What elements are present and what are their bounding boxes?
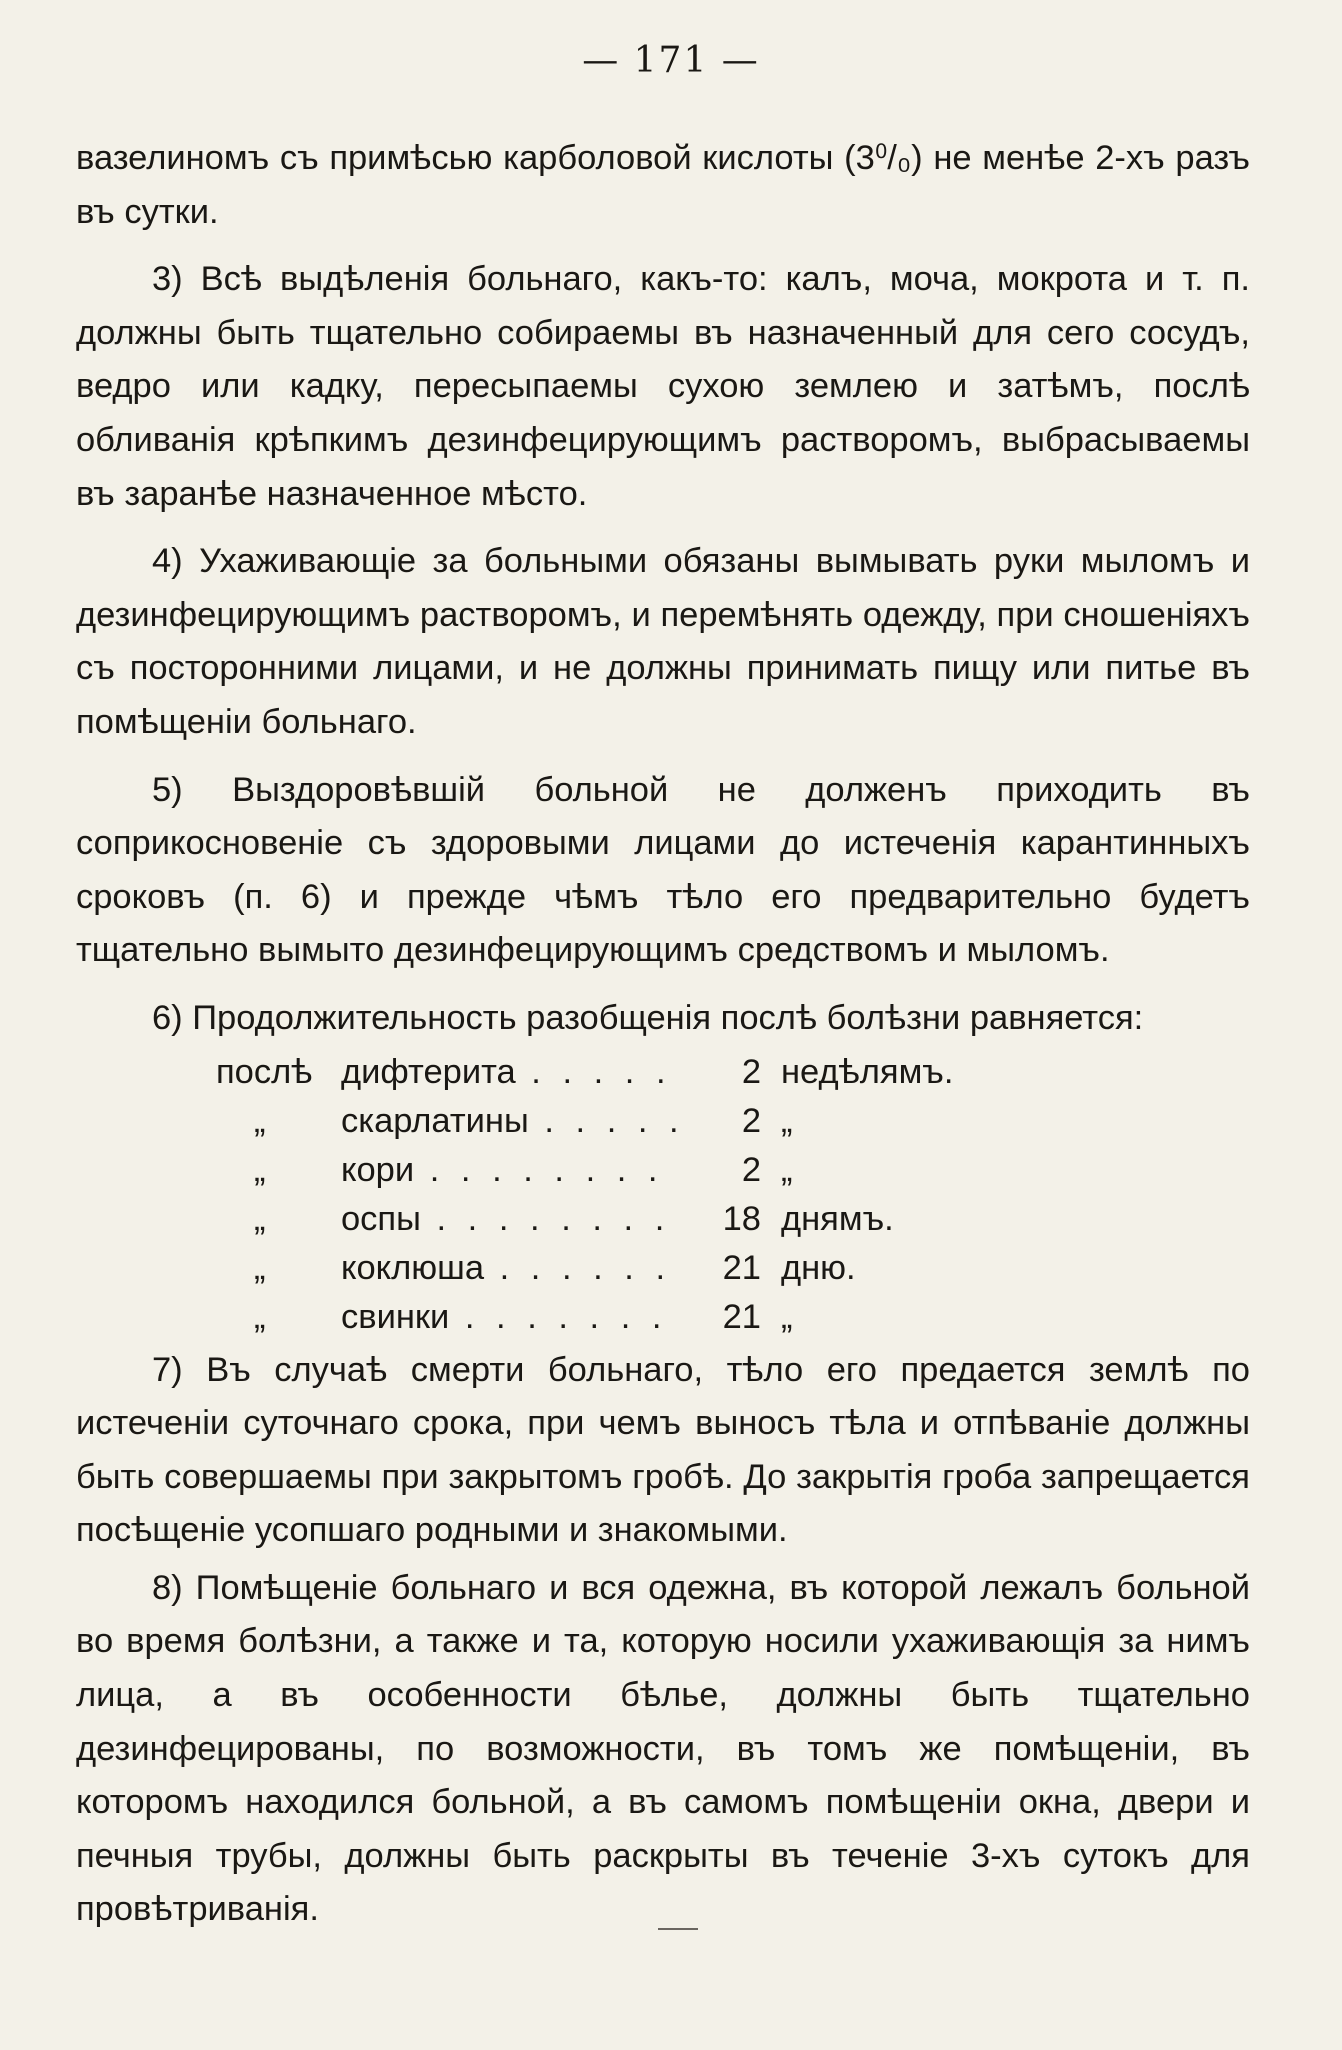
row-count: 21 (722, 1248, 761, 1287)
page-number: — 171 — (582, 40, 760, 81)
row-count: 18 (722, 1199, 761, 1238)
row-unit: днямъ. (781, 1199, 894, 1238)
row-prefix: „ (254, 1150, 266, 1189)
row-disease: кори . . . (341, 1144, 681, 1198)
paragraph-continued: вазелиномъ съ примѣсью карболовой кислоты (3⁰/₀) не менѣе 2-хъ разъ въ сутки. (76, 139, 1250, 231)
page-text (76, 132, 1250, 1937)
row-prefix: послѣ (216, 1052, 313, 1091)
row-disease: скарлатины . . . (341, 1095, 681, 1149)
isolation-period-table (216, 1046, 1116, 1340)
row-unit: дню. (781, 1248, 856, 1287)
paragraph-5: 5) Выздоровѣвшій больной не долженъ приходить въ соприкосновеніе съ здоровыми лицами до истеченія карантинныхъ сроковъ (п. 6) и прежде чѣмъ тѣло его предварительно будетъ тщательно вымыто дезинфецирующимъ средствомъ и мыломъ. (76, 770, 1250, 970)
closing-rule (658, 1928, 698, 1930)
row-prefix: „ (254, 1199, 266, 1238)
row-disease: дифтерита . . . (341, 1046, 681, 1100)
paragraph-4: 4) Ухаживающіе за больными обязаны вымывать руки мыломъ и дезинфецирующимъ растворомъ, и перемѣнять одежду, при сношеніяхъ съ посторонними лицами, и не должны принимать пищу или питье въ помѣщеніи больнаго. (76, 542, 1250, 741)
row-unit: „ (781, 1101, 793, 1140)
paragraph-3: 3) Всѣ выдѣленія больнаго, какъ-то: калъ, моча, мокрота и т. п. должны быть тщательно собираемы въ назначенный для сего сосудъ, ведро или кадку, пересыпаемы сухою землею и затѣмъ, послѣ обливанія крѣпкимъ дезинфецирующимъ растворомъ, выбрасываемы въ заранѣе назначенное мѣсто. (76, 260, 1250, 513)
table-row (216, 1242, 1116, 1291)
row-count: 2 (741, 1052, 761, 1091)
row-prefix: „ (254, 1297, 266, 1336)
row-disease: оспы . . . (341, 1193, 681, 1247)
row-unit: недѣлямъ. (781, 1052, 954, 1091)
row-prefix: „ (254, 1101, 266, 1140)
paragraph-7: 7) Въ случаѣ смерти больнаго, тѣло его предается землѣ по истеченіи суточнаго срока, при чемъ выносъ тѣла и отпѣваніе должны быть совершаемы при закрытомъ гробѣ. До закрытія гроба запрещается посѣщеніе усопшаго родными и знакомыми. (76, 1350, 1250, 1550)
row-prefix: „ (254, 1248, 266, 1287)
table-row (216, 1144, 1116, 1193)
paragraph-6: 6) Продолжительность разобщенія послѣ болѣзни равняется: (152, 998, 1144, 1037)
row-disease: коклюша . . . (341, 1242, 681, 1296)
table-row (216, 1291, 1116, 1340)
row-unit: „ (781, 1297, 793, 1336)
row-count: 2 (741, 1101, 761, 1140)
paragraph-8: 8) Помѣщеніе больнаго и вся одежна, въ которой лежалъ больной во время болѣзни, а также и та, которую носили ухаживающія за нимъ лица, а въ особенности бѣлье, должны быть тщательно дезинфецированы, по возможности, въ томъ же помѣщеніи, въ которомъ находился больной, а въ самомъ помѣщеніи окна, двери и печныя трубы, должны быть раскрыты въ теченіе 3-хъ сутокъ для провѣтриванія. (76, 1568, 1250, 1929)
row-count: 2 (741, 1150, 761, 1189)
table-row (216, 1095, 1116, 1144)
table-row (216, 1046, 1116, 1095)
row-disease: свинки . . . (341, 1291, 681, 1345)
table-row (216, 1193, 1116, 1242)
row-count: 21 (722, 1297, 761, 1336)
row-unit: „ (781, 1150, 793, 1189)
